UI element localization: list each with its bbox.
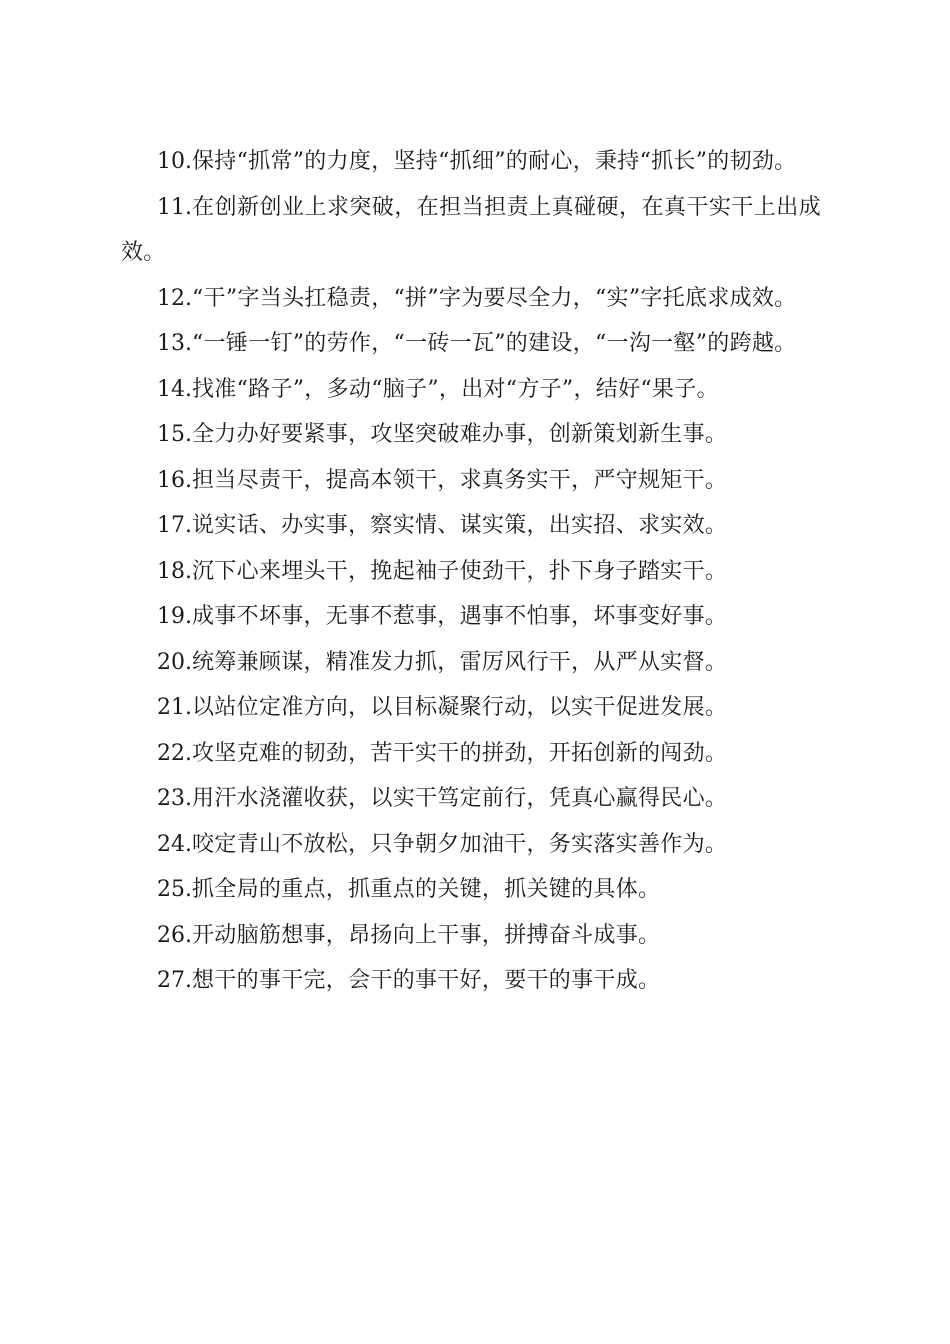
item-number: 13.	[157, 331, 192, 356]
list-item	[121, 913, 821, 959]
item-number: 17.	[157, 513, 192, 538]
item-number: 27.	[157, 968, 192, 993]
list-item	[121, 458, 821, 504]
list-item	[121, 867, 821, 913]
item-number: 14.	[157, 376, 192, 402]
item-number: 11.	[157, 194, 192, 220]
list-item	[121, 776, 821, 822]
item-number: 18.	[157, 558, 192, 584]
item-text: 攻坚克难的韧劲，苦干实干的拼劲，开拓创新的闯劲。	[192, 740, 728, 766]
list-item	[121, 185, 821, 276]
item-number: 12.	[157, 285, 192, 311]
list-item	[121, 958, 821, 1004]
list-item	[121, 731, 821, 777]
item-number: 21.	[157, 695, 192, 720]
item-text: 以站位定准方向，以目标凝聚行动，以实干促进发展。	[192, 695, 728, 720]
list-item	[121, 549, 821, 595]
item-text: 开动脑筋想事，昂扬向上干事，拼搏奋斗成事。	[192, 922, 661, 948]
item-text: 说实话、办实事，察实情、谋实策，出实招、求实效。	[192, 513, 728, 538]
item-number: 22.	[157, 740, 192, 766]
list-item	[121, 367, 821, 413]
item-number: 20.	[157, 649, 192, 675]
item-text: “干”字当头扛稳责，“拼”字为要尽全力，“实”字托底求成效。	[192, 285, 797, 311]
item-number: 10.	[157, 149, 192, 174]
item-text: 用汗水浇灌收获，以实干笃定前行，凭真心赢得民心。	[192, 786, 728, 811]
item-text: 全力办好要紧事，攻坚突破难办事，创新策划新生事。	[192, 422, 728, 447]
item-text: 担当尽责干，提高本领干，求真务实干，严守规矩干。	[192, 467, 728, 493]
item-text: 沉下心来埋头干，挽起袖子使劲干，扑下身子踏实干。	[192, 558, 728, 584]
item-text: 找准“路子”，多动“脑子”，出对“方子”，结好“果子。	[192, 376, 719, 402]
document-body	[121, 139, 821, 1004]
item-text: 咬定青山不放松，只争朝夕加油干，务实落实善作为。	[192, 831, 728, 857]
item-text: 在创新创业上求突破，在担当担责上真碰硬，在真干实干上出成效。	[121, 194, 821, 265]
item-text: 想干的事干完，会干的事干好，要干的事干成。	[192, 968, 661, 993]
list-item	[121, 594, 821, 640]
item-number: 19.	[157, 604, 192, 629]
item-number: 25.	[157, 877, 192, 902]
list-item	[121, 139, 821, 185]
list-item	[121, 685, 821, 731]
item-number: 26.	[157, 922, 192, 948]
item-text: 保持“抓常”的力度，坚持“抓细”的耐心，秉持“抓长”的韧劲。	[192, 149, 797, 174]
list-item	[121, 822, 821, 868]
item-text: 抓全局的重点，抓重点的关键，抓关键的具体。	[192, 877, 661, 902]
list-item	[121, 640, 821, 686]
list-item	[121, 503, 821, 549]
list-item	[121, 412, 821, 458]
item-text: 成事不坏事，无事不惹事，遇事不怕事，坏事变好事。	[192, 604, 728, 629]
item-number: 23.	[157, 786, 192, 811]
item-number: 15.	[157, 422, 192, 447]
item-number: 24.	[157, 831, 192, 857]
list-item	[121, 276, 821, 322]
item-number: 16.	[157, 467, 192, 493]
item-text: “一锤一钉”的劳作，“一砖一瓦”的建设，“一沟一壑”的跨越。	[192, 331, 797, 356]
list-item	[121, 321, 821, 367]
item-text: 统筹兼顾谋，精准发力抓，雷厉风行干，从严从实督。	[192, 649, 728, 675]
